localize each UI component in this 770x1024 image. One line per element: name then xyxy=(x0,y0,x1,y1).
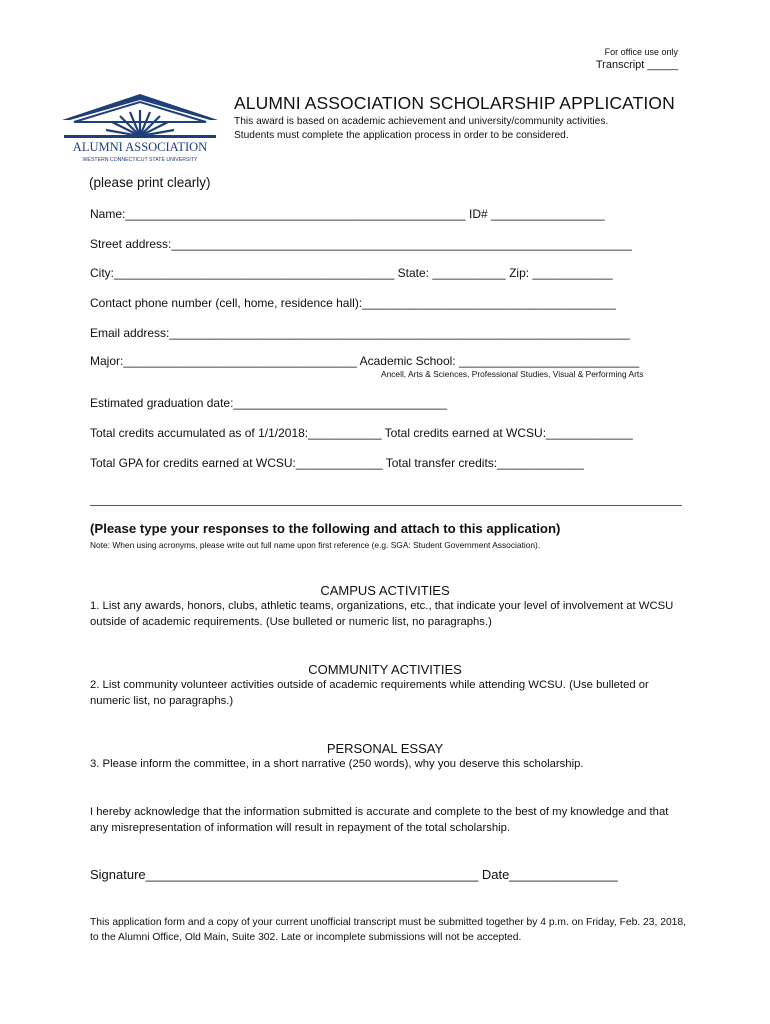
award-description xyxy=(234,115,694,143)
logo-subtext: WESTERN CONNECTICUT STATE UNIVERSITY xyxy=(82,157,198,163)
personal-essay-question: 3. Please inform the committee, in a short narrative (250 words), why you deserve this scholarship. xyxy=(90,758,584,770)
transcript-field[interactable]: Transcript _____ xyxy=(595,59,678,71)
gpa-transfer-field[interactable]: Total GPA for credits earned at WCSU:_____________ Total transfer credits:_____________ xyxy=(90,456,584,470)
community-activities-heading: COMMUNITY ACTIVITIES xyxy=(308,662,462,677)
description-line-2: Students must complete the application process in order to be considered. xyxy=(234,130,569,141)
page-title: ALUMNI ASSOCIATION SCHOLARSHIP APPLICATION xyxy=(234,93,675,113)
credits-field[interactable]: Total credits accumulated as of 1/1/2018:___________ Total credits earned at WCSU:_____________ xyxy=(90,426,633,440)
street-address-field[interactable]: Street address:_____________________________________________________________________ xyxy=(90,237,632,251)
contact-phone-field[interactable]: Contact phone number (cell, home, residence hall):______________________________________ xyxy=(90,296,616,310)
personal-essay-heading: PERSONAL ESSAY xyxy=(326,741,444,756)
academic-schools-hint: Ancell, Arts & Sciences, Professional Studies, Visual & Performing Arts xyxy=(381,369,644,379)
community-activities-question: 2. List community volunteer activities outside of academic requirements while attending WCSU. (Use bulleted or numeric list, no paragraphs.) xyxy=(90,679,649,707)
response-instruction: (Please type your responses to the following and attach to this application) xyxy=(90,521,561,536)
acronym-note: Note: When using acronyms, please write out full name upon first reference (e.g. SGA: Student Government Association). xyxy=(90,540,541,550)
city-state-zip-field[interactable]: City:__________________________________________ State: ___________ Zip: ____________ xyxy=(90,266,613,280)
campus-activities-question: 1. List any awards, honors, clubs, athletic teams, organizations, etc., that indicate your level of involvement at WCSU outside of academic requirements. (Use bulleted or numeric list, no paragraphs.) xyxy=(90,600,674,628)
description-line-1: This award is based on academic achievement and university/community activities. xyxy=(234,116,609,127)
office-use-label: For office use only xyxy=(604,47,678,57)
campus-activities-heading: CAMPUS ACTIVITIES xyxy=(320,583,450,598)
section-divider xyxy=(90,505,682,506)
logo-text: ALUMNI ASSOCIATION xyxy=(72,140,208,154)
print-note: (please print clearly) xyxy=(89,175,211,190)
alumni-association-logo xyxy=(60,92,220,164)
major-school-field[interactable]: Major:___________________________________ Academic School: ___________________________ xyxy=(90,354,640,368)
submission-footer: This application form and a copy of your current unofficial transcript must be submitted together by 4 p.m. on Friday, Feb. 23, 2018, to the Alumni Office, Old Main, Suite 302. Late or incomplete submissions will not be accepted. xyxy=(90,917,686,943)
email-field[interactable]: Email address:_____________________________________________________________________ xyxy=(90,326,630,340)
name-id-field[interactable]: Name:___________________________________________________ ID# _________________ xyxy=(90,207,605,221)
acknowledgement-text: I hereby acknowledge that the information submitted is accurate and complete to the best of my knowledge and that any misrepresentation of information will result in repayment of the total scholarship. xyxy=(90,806,669,834)
graduation-date-field[interactable]: Estimated graduation date:________________________________ xyxy=(90,396,447,410)
signature-date-field[interactable]: Signature______________________________________________ Date_______________ xyxy=(90,867,618,882)
